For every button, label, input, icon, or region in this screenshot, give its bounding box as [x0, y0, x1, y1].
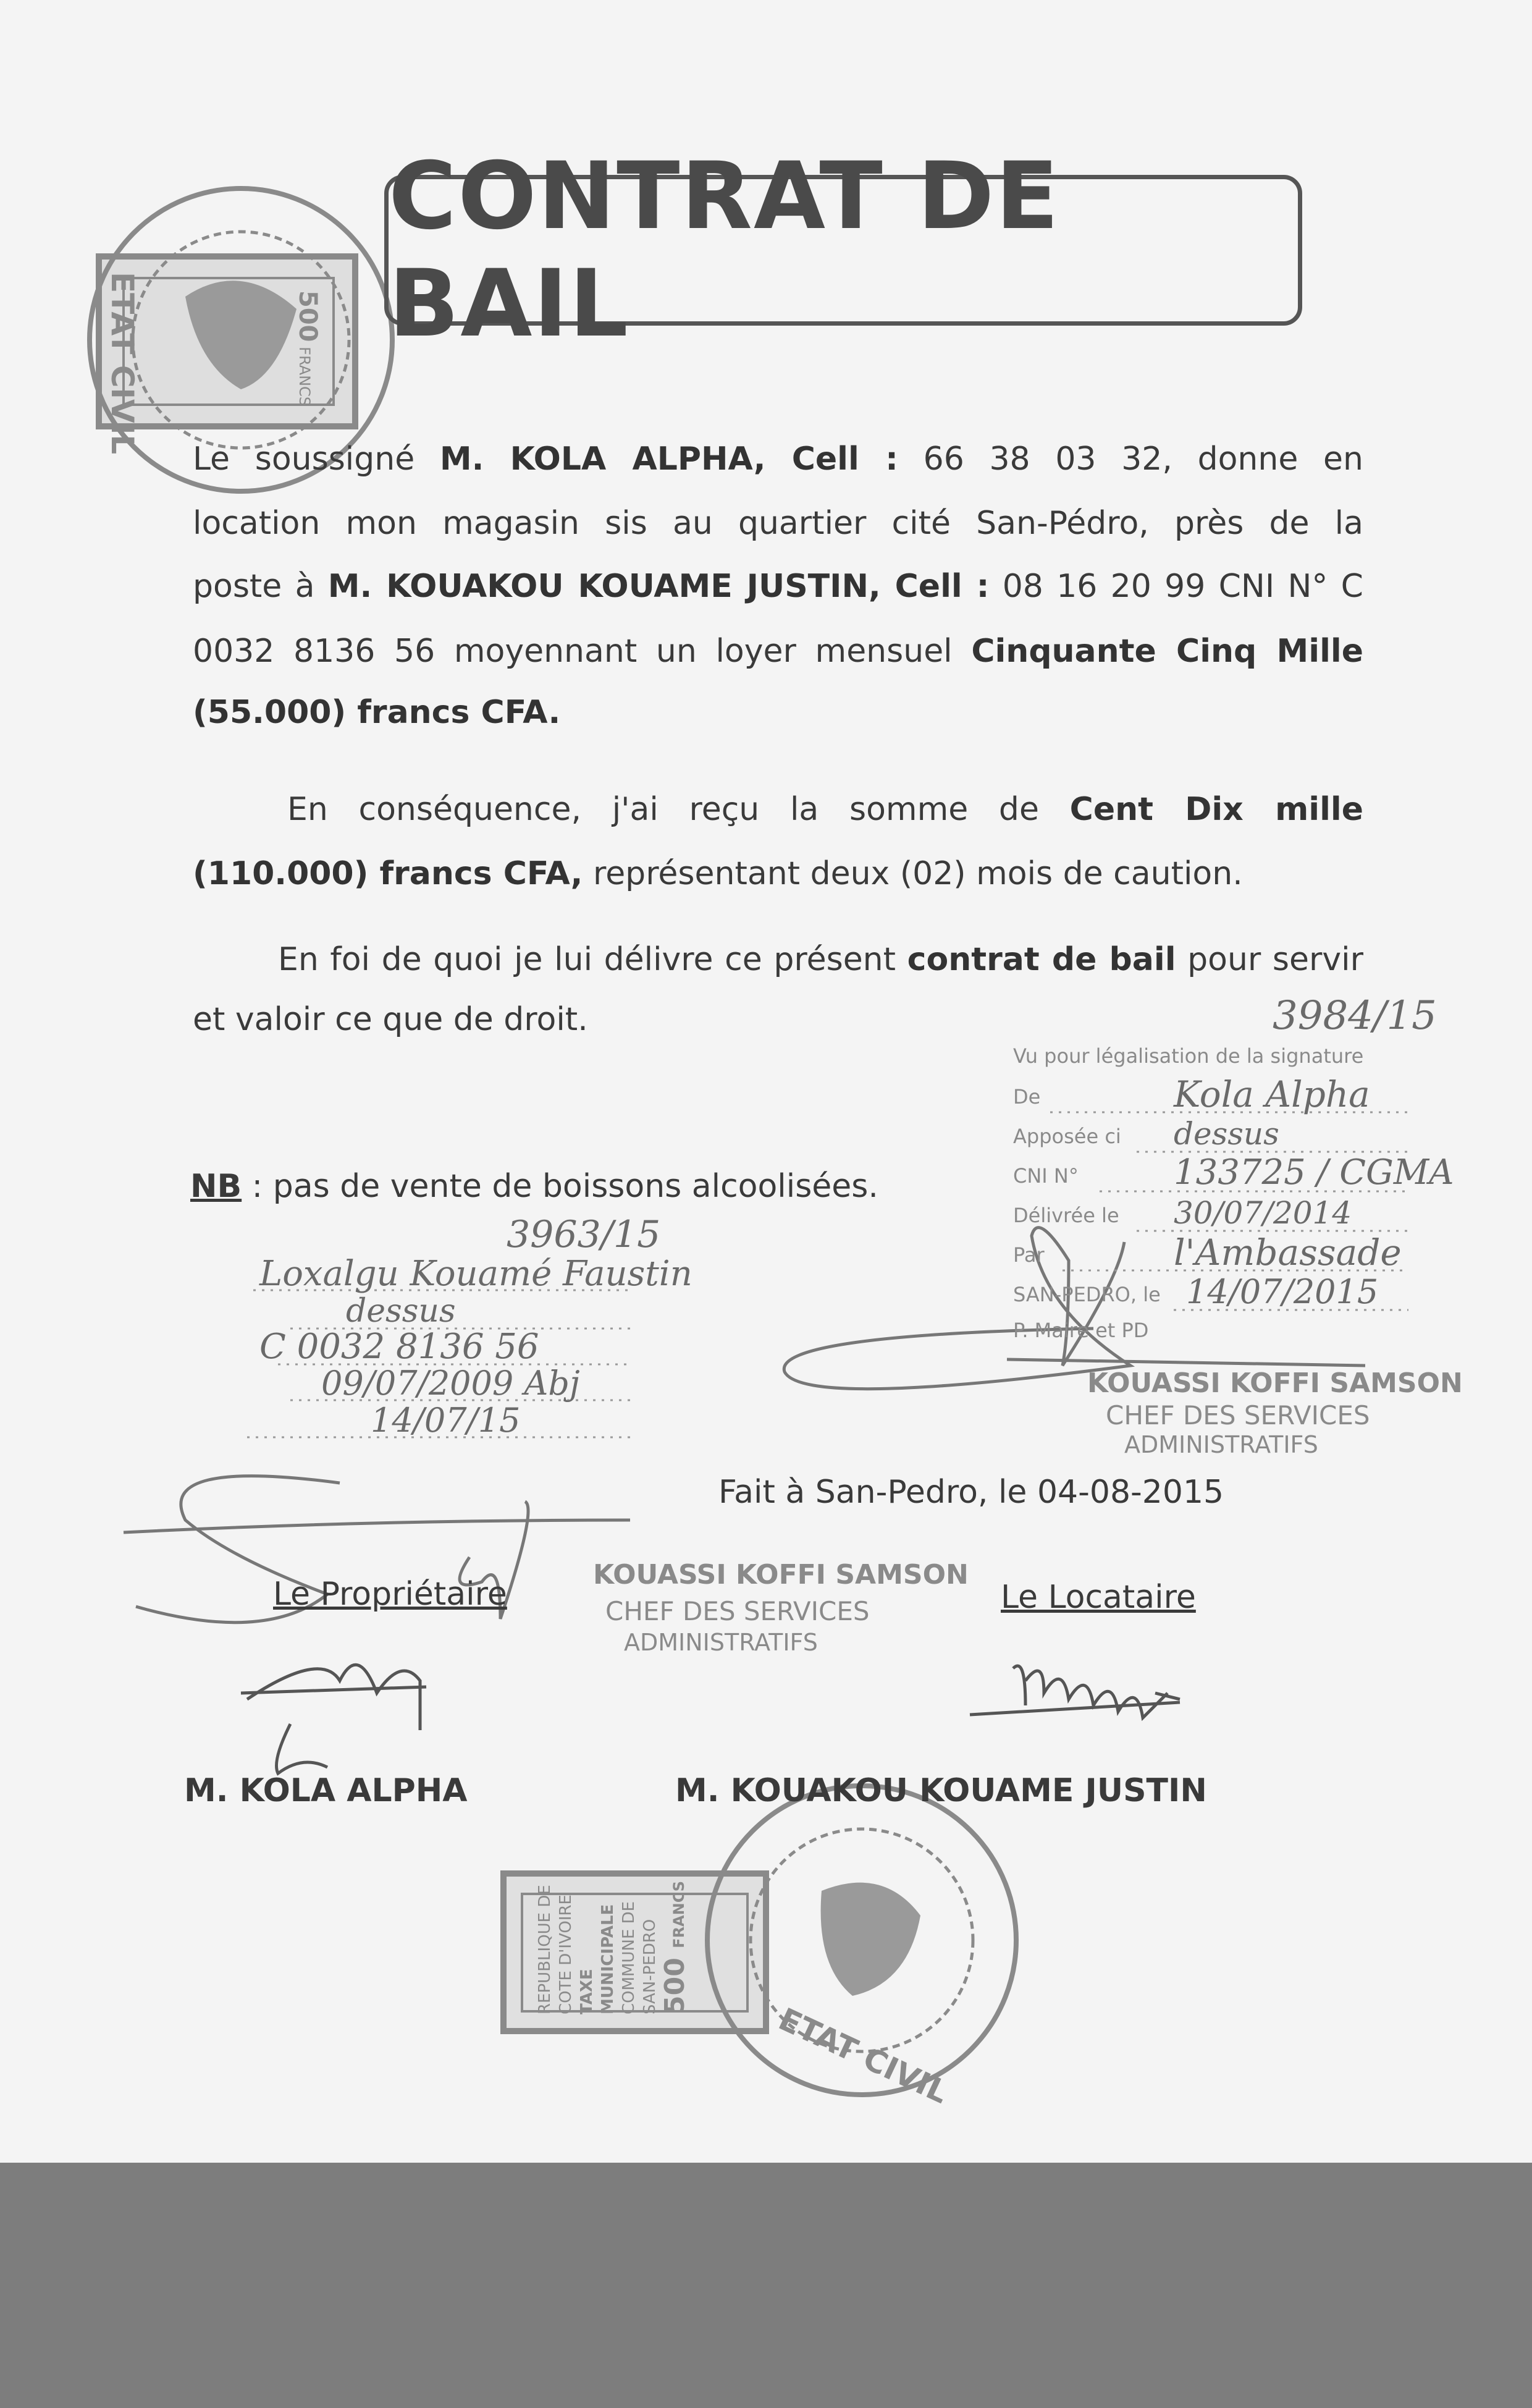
- text-line: (55.000) francs CFA.: [193, 694, 561, 731]
- text-line: En foi de quoi je lui délivre ce présent contrat de bail pour servir: [278, 941, 1363, 978]
- signature-owner: [241, 1665, 426, 1773]
- owner-name: M. KOLA ALPHA: [184, 1772, 468, 1809]
- seal-bottom-text: ETAT CIVIL: [773, 2001, 954, 2111]
- document-title: CONTRAT DE BAIL: [389, 143, 1060, 358]
- owner-label: Le Propriétaire: [273, 1576, 507, 1613]
- text-line: (110.000) francs CFA, représentant deux (02) mois de caution.: [193, 855, 1243, 892]
- tax-stamp-top-text: 500 FRANCS: [293, 290, 322, 407]
- nb-note: NB : pas de vente de boissons alcoolisées.: [190, 1168, 878, 1205]
- text-line: et valoir ce que de droit.: [193, 1001, 588, 1038]
- text-line: Le soussigné M. KOLA ALPHA, Cell : 66 38 03 32, donne en: [193, 441, 1363, 478]
- signature-tenant: [970, 1666, 1180, 1718]
- title-box: [384, 143, 1302, 358]
- tenant-label: Le Locataire: [1001, 1579, 1196, 1616]
- text-line: En conséquence, j'ai reçu la somme de Cent Dix mille: [287, 791, 1363, 828]
- tax-stamp-bottom-text: REPUBLIQUE DE COTE D'IVOIRE TAXE MUNICIPALE COMMUNE DE SAN-PEDRO 500 FRANCS: [536, 1880, 691, 2014]
- text-line: 0032 8136 56 moyennant un loyer mensuel Cinquante Cinq Mille: [193, 633, 1363, 670]
- text-line: location mon magasin sis au quartier cité San-Pédro, près de la: [193, 505, 1363, 542]
- text-line: poste à M. KOUAKOU KOUAME JUSTIN, Cell : 08 16 20 99 CNI N° C: [193, 568, 1363, 605]
- tenant-name: M. KOUAKOU KOUAME JUSTIN: [675, 1772, 1207, 1809]
- seal-top-text: ETAT CIVIL: [104, 272, 140, 455]
- place-and-date: Fait à San-Pedro, le 04-08-2015: [718, 1474, 1224, 1511]
